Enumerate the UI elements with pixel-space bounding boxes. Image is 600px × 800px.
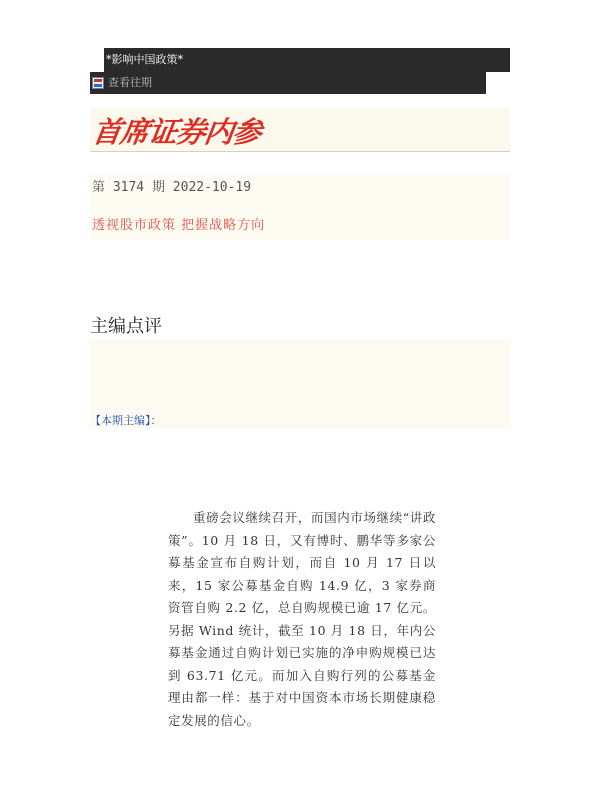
editor-box bbox=[90, 340, 510, 428]
masthead-banner bbox=[90, 108, 510, 152]
masthead-divider bbox=[90, 151, 510, 152]
tagline-bar bbox=[104, 48, 510, 72]
tagline-text: *影响中国政策* bbox=[106, 53, 183, 66]
editor-label: 【本期主编】： bbox=[90, 414, 162, 427]
calendar-icon bbox=[92, 77, 104, 89]
brand-logo: 首席证券内参 bbox=[90, 115, 264, 149]
slogan: 透视股市政策 把握战略方向 bbox=[92, 218, 266, 233]
issue-number-date: 第 3174 期 2022-10-19 bbox=[92, 180, 252, 195]
issue-info bbox=[90, 174, 510, 240]
section-title: 主编点评 bbox=[90, 316, 162, 337]
article-paragraph: 重磅会议继续召开，而国内市场继续“讲政策”。10 月 18 日，又有博时、鹏华等多家公募基金宣布自购计划，而自 10 月 17 日以来，15 家公募基金自购 14.9 亿，3 家券商资管自购 2.2 亿，总自购规模已逾 17 亿元。另据 Wind 统计，截至 10 月 18 日，年内公募基金通过自购计划已实施的净申购规模已达到 63.71 亿元。而加入自购行列的公募基金理由都一样：基于对中国资本市场长期健康稳定发展的信心。 bbox=[168, 510, 436, 728]
past-issues-link[interactable] bbox=[90, 72, 486, 94]
past-issues-label[interactable]: 查看往期 bbox=[108, 76, 152, 89]
